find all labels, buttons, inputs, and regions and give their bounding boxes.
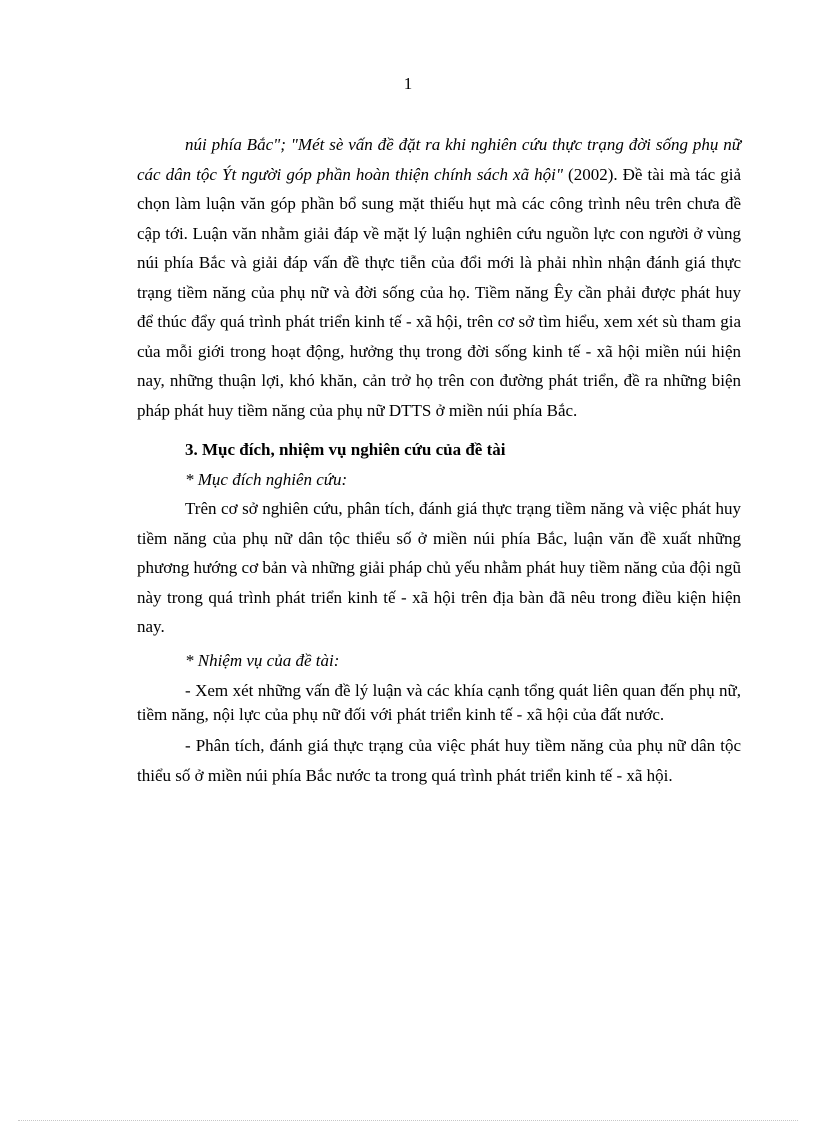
intro-paragraph [137, 130, 741, 425]
task-item-1: - Xem xét những vấn đề lý luận và các khía cạnh tổng quát liên quan đến phụ nữ, tiềm năng, nội lực của phụ nữ đối với phát triển kinh tế - xã hội của đất nước. [137, 681, 741, 724]
cited-titles: núi phía Bắc"; "Mét sè vấn đề đặt ra khi nghiên cứu thực trạng đời sống phụ nữ các dân tộc Ýt người góp phần hoàn thiện chính sách xã hội" [137, 135, 741, 184]
page-bottom-divider [18, 1120, 798, 1121]
tasks-label: * Nhiệm vụ của đề tài: [185, 650, 340, 670]
page-number: 1 [403, 74, 413, 93]
purpose-label: * Mục đích nghiên cứu: [185, 469, 348, 489]
task-item-2: - Phân tích, đánh giá thực trạng của việc phát huy tiềm năng của phụ nữ dân tộc thiểu số ở miền núi phía Bắc nước ta trong quá trình phát triển kinh tế - xã hội. [137, 736, 741, 785]
document-body [137, 130, 741, 790]
intro-text: (2002). Đề tài mà tác giả chọn làm luận văn góp phần bổ sung mặt thiếu hụt mà các công trình nêu trên chưa đề cập tới. Luận văn nhằm giải đáp về mặt lý luận nghiên cứu nguồn lực con người ở vùng núi phía Bắc và giải đáp vấn đề thực tiễn của đổi mới là phải nhìn nhận đánh giá thực trạng tiềm năng của phụ nữ và đời sống của họ. Tiềm năng Êy cần phải được phát huy để thúc đẩy quá trình phát triển kinh tế - xã hội, trên cơ sở tìm hiểu, xem xét sù tham gia của mỗi giới trong hoạt động, hưởng thụ trong đời sống kinh tế - xã hội miền núi hiện nay, những thuận lợi, khó khăn, cản trở họ trên con đường phát triển, đề ra những biện pháp phát huy tiềm năng của phụ nữ DTTS ở miền núi phía Bắc. [137, 164, 741, 420]
section-heading: 3. Mục đích, nhiệm vụ nghiên cứu của đề tài [185, 440, 506, 459]
purpose-paragraph: Trên cơ sở nghiên cứu, phân tích, đánh giá thực trạng tiềm năng và việc phát huy tiềm năng của phụ nữ dân tộc thiểu số ở miền núi phía Bắc, luận văn đề xuất những phương hướng cơ bản và những giải pháp chủ yếu nhằm phát huy tiềm năng của đội ngũ này trong quá trình phát triển kinh tế - xã hội trên địa bàn đã nêu trong điều kiện hiện nay. [137, 499, 741, 636]
